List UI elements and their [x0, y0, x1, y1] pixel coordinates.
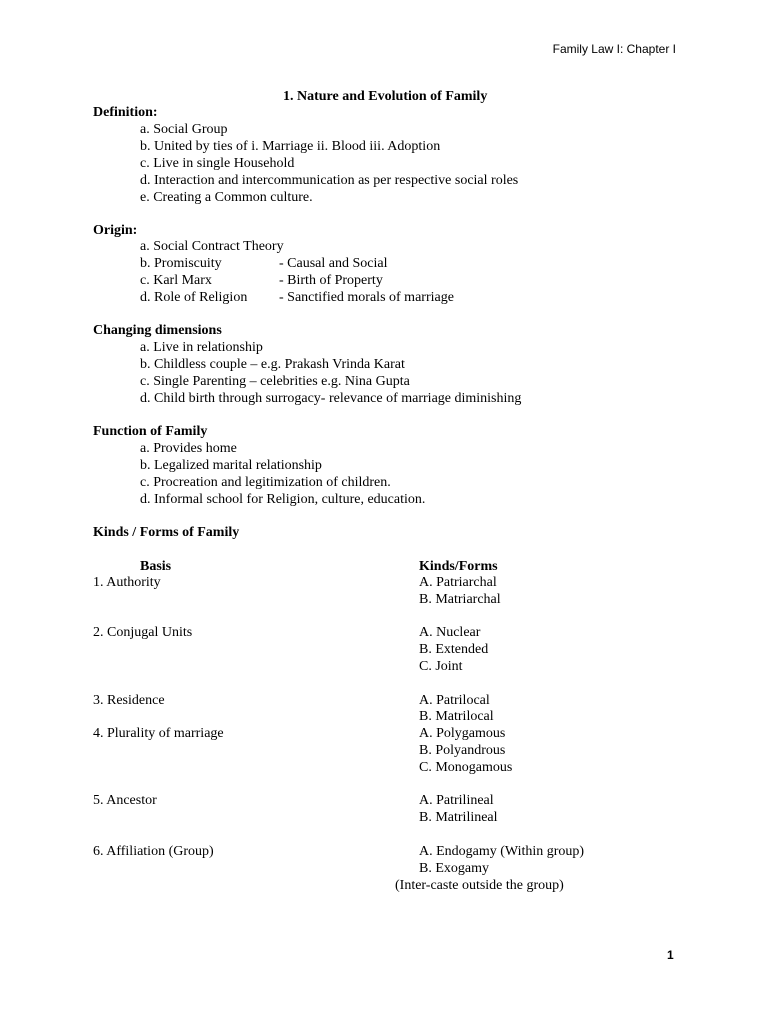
form-cell: A. Nuclear [419, 625, 481, 640]
form-cell: C. Monogamous [419, 760, 513, 775]
basis-cell: 6. Affiliation (Group) [93, 844, 214, 859]
kinds-note: (Inter-caste outside the group) [395, 878, 564, 893]
basis-cell: 1. Authority [93, 575, 161, 590]
definition-item: e. Creating a Common culture. [140, 190, 313, 205]
forms-column-header: Kinds/Forms [419, 559, 498, 574]
function-item: d. Informal school for Religion, culture, education. [140, 492, 426, 507]
form-cell: A. Polygamous [419, 726, 506, 741]
form-cell: C. Joint [419, 659, 463, 674]
page-title: 1. Nature and Evolution of Family [283, 89, 488, 104]
form-cell: B. Matriarchal [419, 592, 501, 607]
origin-item-label: a. Social Contract Theory [140, 239, 284, 254]
form-cell: A. Patriarchal [419, 575, 497, 590]
function-item: b. Legalized marital relationship [140, 458, 322, 473]
form-cell: A. Patrilocal [419, 693, 490, 708]
form-cell: A. Endogamy (Within group) [419, 844, 585, 859]
definition-item: a. Social Group [140, 122, 228, 137]
origin-item-label: c. Karl Marx [140, 273, 212, 288]
definition-item: b. United by ties of i. Marriage ii. Blood iii. Adoption [140, 139, 441, 154]
kinds-heading: Kinds / Forms of Family [93, 525, 240, 540]
definition-heading: Definition: [93, 105, 158, 120]
running-header: Family Law I: Chapter I [552, 42, 676, 56]
form-cell: B. Extended [419, 642, 489, 657]
page-number: 1 [667, 948, 674, 962]
changing-item: b. Childless couple – e.g. Prakash Vrinda Karat [140, 357, 405, 372]
basis-cell: 5. Ancestor [93, 793, 157, 808]
function-heading: Function of Family [93, 424, 208, 439]
form-cell: B. Exogamy [419, 861, 489, 876]
changing-item: a. Live in relationship [140, 340, 263, 355]
form-cell: B. Polyandrous [419, 743, 506, 758]
changing-heading: Changing dimensions [93, 323, 222, 338]
origin-item-detail: - Birth of Property [279, 273, 383, 288]
changing-item: d. Child birth through surrogacy- relevance of marriage diminishing [140, 391, 522, 406]
definition-item: c. Live in single Household [140, 156, 295, 171]
function-item: a. Provides home [140, 441, 237, 456]
origin-item-detail: - Sanctified morals of marriage [279, 290, 454, 305]
definition-item: d. Interaction and intercommunication as per respective social roles [140, 173, 519, 188]
form-cell: B. Matrilineal [419, 810, 498, 825]
changing-item: c. Single Parenting – celebrities e.g. Nina Gupta [140, 374, 410, 389]
basis-cell: 2. Conjugal Units [93, 625, 193, 640]
origin-item-label: d. Role of Religion [140, 290, 248, 305]
origin-item-detail: - Causal and Social [279, 256, 388, 271]
form-cell: A. Patrilineal [419, 793, 494, 808]
basis-cell: 4. Plurality of marriage [93, 726, 224, 741]
basis-cell: 3. Residence [93, 693, 165, 708]
form-cell: B. Matrilocal [419, 709, 494, 724]
origin-heading: Origin: [93, 223, 138, 238]
function-item: c. Procreation and legitimization of children. [140, 475, 391, 490]
origin-item-label: b. Promiscuity [140, 256, 222, 271]
basis-column-header: Basis [140, 559, 172, 574]
